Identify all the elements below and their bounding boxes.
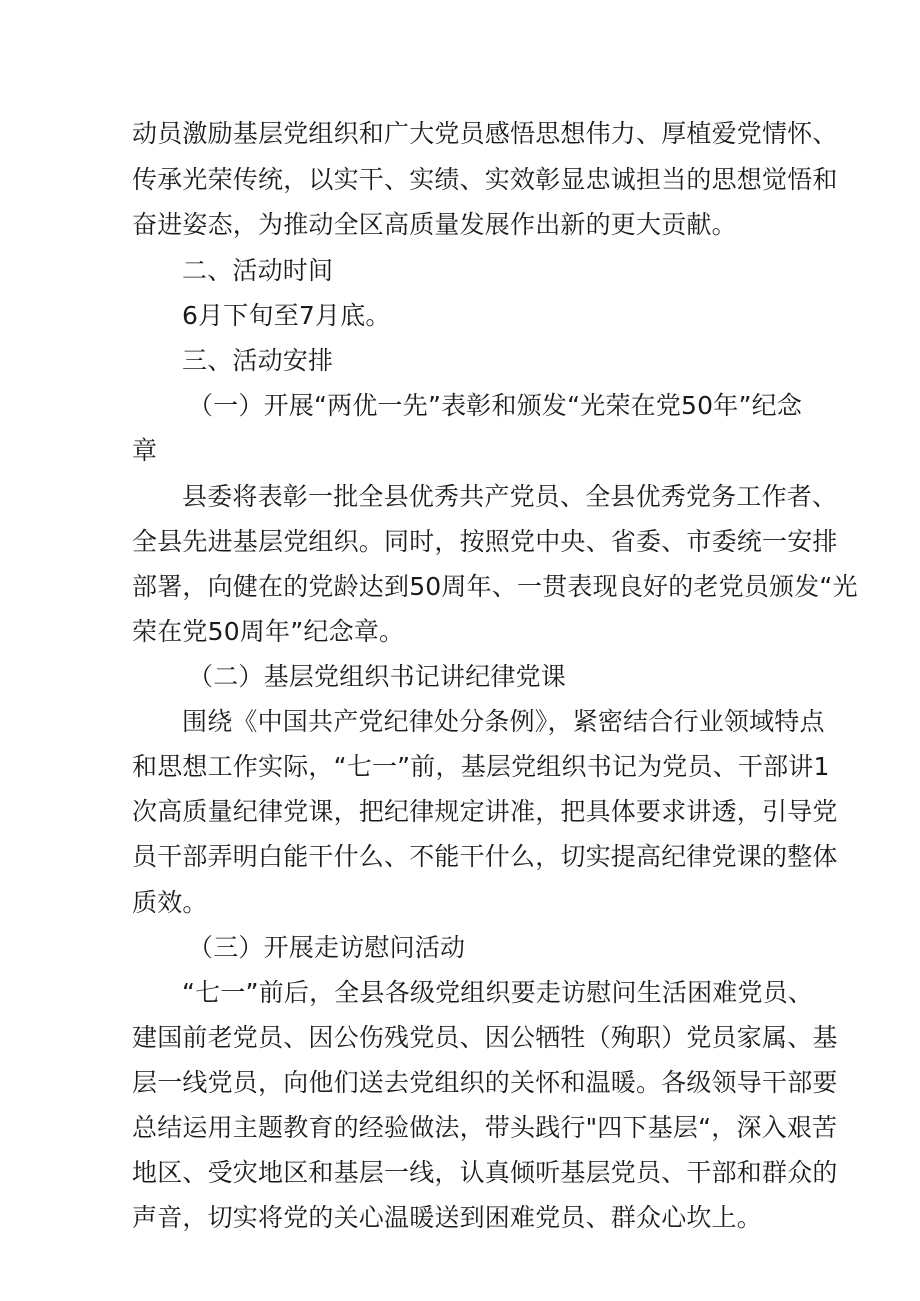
- body-text-line: 传承光荣传统，以实干、实绩、实效彰显忠诚担当的思想觉悟和: [132, 165, 838, 194]
- body-text-line: 质效。: [132, 888, 208, 917]
- subheading-one-continued: 章: [132, 436, 158, 465]
- body-text-line: 6月下旬至7月底。: [182, 301, 391, 330]
- body-text-line: 总结运用主题教育的经验做法，带头践行"四下基层“，深入艰苦: [132, 1113, 838, 1142]
- body-text-line: 县委将表彰一批全县优秀共产党员、全县优秀党务工作者、: [182, 482, 838, 511]
- body-text-line: 部署，向健在的党龄达到50周年、一贯表现良好的老党员颁发“光: [132, 572, 858, 601]
- body-text-line: 和思想工作实际，“七一”前，基层党组织书记为党员、干部讲1: [132, 752, 830, 781]
- body-text-line: 声音，切实将党的关心温暖送到困难党员、群众心坎上。: [132, 1203, 763, 1232]
- body-text-line: 层一线党员，向他们送去党组织的关怀和温暖。各级领导干部要: [132, 1068, 838, 1097]
- body-text-line: 动员激励基层党组织和广大党员感悟思想伟力、厚植爱党情怀、: [132, 119, 838, 148]
- subheading-one: （一）开展“两优一先”表彰和颁发“光荣在党50年”纪念: [188, 391, 803, 420]
- body-text-line: 地区、受灾地区和基层一线，认真倾听基层党员、干部和群众的: [132, 1158, 838, 1187]
- section-heading-activity-arrangement: 三、活动安排: [182, 346, 334, 375]
- body-text-line: 荣在党50周年”纪念章。: [132, 617, 405, 646]
- body-text-line: “七一”前后，全县各级党组织要走访慰问生活困难党员、: [182, 978, 814, 1007]
- subheading-two: （二）基层党组织书记讲纪律党课: [188, 662, 567, 691]
- body-text-line: 建国前老党员、因公伤残党员、因公牺牲（殉职）党员家属、基: [132, 1023, 838, 1052]
- section-heading-activity-time: 二、活动时间: [182, 256, 334, 285]
- body-text-line: 奋进姿态，为推动全区高质量发展作出新的更大贡献。: [132, 210, 737, 239]
- body-text-line: 围绕《中国共产党纪律处分条例》，紧密结合行业领域特点: [182, 707, 825, 736]
- body-text-line: 次高质量纪律党课，把纪律规定讲准，把具体要求讲透，引导党: [132, 797, 838, 826]
- body-text-line: 员干部弄明白能干什么、不能干什么，切实提高纪律党课的整体: [132, 842, 838, 871]
- subheading-three: （三）开展走访慰问活动: [188, 933, 466, 962]
- body-text-line: 全县先进基层党组织。同时，按照党中央、省委、市委统一安排: [132, 527, 838, 556]
